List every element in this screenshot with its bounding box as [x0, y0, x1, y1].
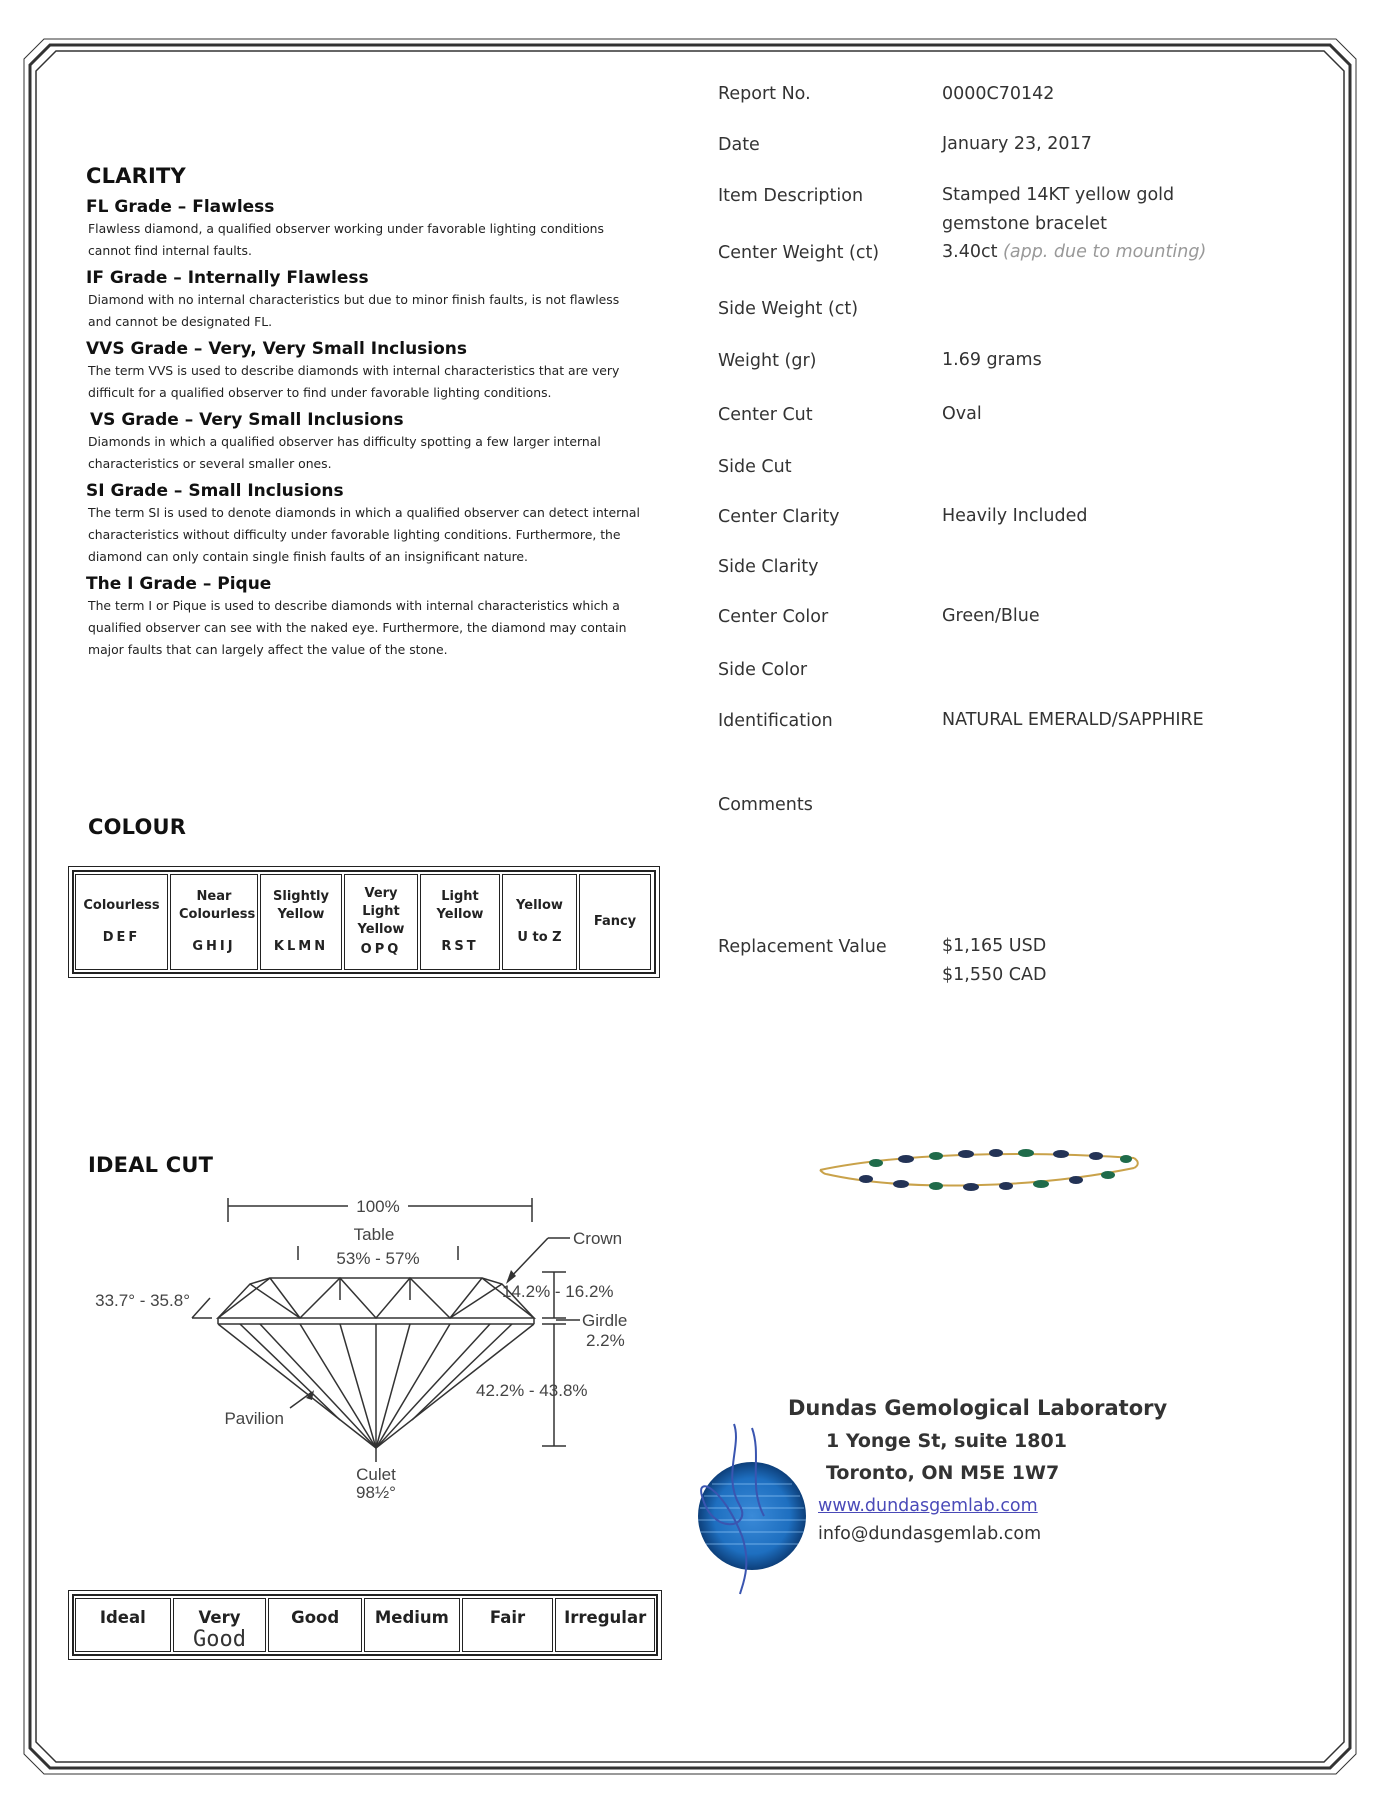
- lab-website-link[interactable]: www.dundasgemlab.com: [818, 1496, 1038, 1516]
- crown-height: 14.2% - 16.2%: [502, 1282, 614, 1301]
- item-description-line1: Stamped 14KT yellow gold: [942, 185, 1175, 205]
- colour-cell: [170, 874, 258, 970]
- cut-grade-label: Medium: [374, 1608, 449, 1627]
- grade-title: The I Grade – Pique: [86, 574, 272, 594]
- table-label: Table: [353, 1225, 395, 1244]
- colour-cell-code: KLMN: [273, 939, 329, 954]
- grade-title: IF Grade – Internally Flawless: [86, 268, 369, 288]
- diameter-label: 100%: [356, 1197, 400, 1216]
- weight-value: 1.69 grams: [942, 350, 1042, 370]
- grade-fl: [86, 196, 646, 262]
- grade-title: VS Grade – Very Small Inclusions: [90, 410, 404, 430]
- colour-cell-name: Light Yellow: [436, 889, 484, 922]
- lab-address-line2: Toronto, ON M5E 1W7: [826, 1462, 1060, 1484]
- colour-cell-code: U to Z: [517, 930, 562, 945]
- item-description-line2: gemstone bracelet: [942, 214, 1107, 234]
- lab-address-line1: 1 Yonge St, suite 1801: [826, 1430, 1067, 1452]
- grade-title: VVS Grade – Very, Very Small Inclusions: [86, 339, 468, 359]
- cut-grade-label: Fair: [489, 1608, 526, 1627]
- hologram-disc: [698, 1462, 806, 1570]
- comments-label: Comments: [718, 795, 813, 815]
- cut-grade-scale: [72, 1594, 658, 1656]
- side-cut-label: Side Cut: [718, 457, 792, 477]
- center-weight-value: [942, 238, 1206, 267]
- grade-desc: Diamonds in which a qualified observer has difficulty spotting a few larger internal characteristics or several smaller ones.: [88, 434, 601, 471]
- side-color-label: Side Color: [718, 660, 808, 680]
- center-clarity-value: Heavily Included: [942, 506, 1088, 526]
- identification-label: Identification: [718, 711, 833, 731]
- table-range: 53% - 57%: [336, 1249, 420, 1268]
- grade-desc: The term I or Pique is used to describe diamonds with internal characteristics which a qualified observer can see with the naked eye. Furthermore, the diamond may contain major faults that can largely affect the value of the stone.: [88, 598, 627, 657]
- item-description-label: Item Description: [718, 186, 864, 206]
- side-weight-label: Side Weight (ct): [718, 299, 859, 319]
- center-clarity-label: Center Clarity: [718, 507, 840, 527]
- grade-i: [86, 573, 646, 661]
- colour-cell: [260, 874, 342, 970]
- cut-grade-label: Good: [291, 1608, 340, 1627]
- grade-desc: Diamond with no internal characteristics but due to minor finish faults, is not flawless and cannot be designated FL.: [88, 292, 620, 329]
- report-no-value: 0000C70142: [942, 84, 1055, 104]
- grade-desc: Flawless diamond, a qualified observer working under favorable lighting conditions cannot find internal faults.: [88, 221, 604, 258]
- colour-cell-code: DEF: [102, 930, 141, 945]
- pavilion-depth: 42.2% - 43.8%: [476, 1381, 588, 1400]
- colour-cell: [344, 874, 418, 970]
- crown-angle: 33.7° - 35.8°: [95, 1291, 190, 1310]
- grade-vvs: [86, 338, 646, 404]
- colour-cell: [420, 874, 500, 970]
- replacement-value: [942, 932, 1046, 990]
- cut-grade-handwritten-mark: Good: [193, 1627, 246, 1652]
- identification-value: NATURAL EMERALD/SAPPHIRE: [942, 710, 1204, 730]
- grade-title: FL Grade – Flawless: [86, 197, 275, 217]
- colour-cell-name: Colourless: [83, 898, 160, 913]
- colour-cell-code: GHIJ: [192, 939, 236, 954]
- grade-si: [86, 480, 646, 568]
- colour-cell-name: Fancy: [593, 914, 637, 929]
- replacement-value-usd: $1,165 USD: [942, 936, 1047, 956]
- hologram-seal: [682, 1416, 832, 1596]
- colour-cell-code: OPQ: [360, 942, 402, 957]
- bracelet-photo: [816, 1146, 1146, 1202]
- colour-title: COLOUR: [88, 815, 187, 839]
- ideal-cut-title: IDEAL CUT: [88, 1153, 214, 1177]
- culet-value: 98½°: [356, 1483, 396, 1500]
- diamond-proportions-diagram: [90, 1180, 650, 1500]
- center-weight-amount: 3.40ct: [942, 242, 998, 262]
- date-label: Date: [718, 135, 760, 155]
- replacement-value-cad: $1,550 CAD: [942, 965, 1047, 985]
- colour-cell-name: Slightly Yellow: [273, 889, 329, 922]
- colour-cell: [75, 874, 168, 970]
- side-clarity-label: Side Clarity: [718, 557, 819, 577]
- colour-cell-name: Near Colourless: [179, 889, 256, 922]
- grade-desc: The term SI is used to denote diamonds in which a qualified observer can detect internal characteristics without difficulty under favorable lighting conditions. Furthermore, the diamond can only contain single finish faults of an insignificant nature.: [88, 505, 640, 564]
- report-no-label: Report No.: [718, 84, 811, 104]
- cut-grade-cell: [173, 1598, 267, 1652]
- lab-name: Dundas Gemological Laboratory: [788, 1396, 1168, 1420]
- cut-grade-label: Irregular: [564, 1608, 647, 1627]
- weight-label: Weight (gr): [718, 351, 817, 371]
- center-weight-note: (app. due to mounting): [1003, 242, 1207, 262]
- cut-grade-cell: [555, 1598, 655, 1652]
- crown-label: Crown: [573, 1229, 623, 1248]
- clarity-title: CLARITY: [86, 164, 186, 188]
- girdle-value: 2.2%: [586, 1331, 625, 1350]
- colour-scale: [72, 870, 656, 974]
- cut-grade-cell: [462, 1598, 554, 1652]
- cut-grade-cell: [268, 1598, 362, 1652]
- pavilion-label: Pavilion: [224, 1409, 284, 1428]
- cut-grade-label: Ideal: [99, 1608, 146, 1627]
- center-color-value: Green/Blue: [942, 606, 1040, 626]
- colour-cell-name: Yellow: [516, 898, 563, 913]
- lab-email: info@dundasgemlab.com: [818, 1524, 1042, 1544]
- colour-cell-name: Very Light Yellow: [357, 886, 405, 937]
- date-value: January 23, 2017: [942, 134, 1092, 154]
- grade-vs: [86, 409, 646, 475]
- center-color-label: Center Color: [718, 607, 829, 627]
- center-cut-label: Center Cut: [718, 405, 813, 425]
- item-description-value: [942, 181, 1174, 239]
- center-cut-value: Oval: [942, 404, 982, 424]
- colour-cell: [502, 874, 577, 970]
- center-weight-label: Center Weight (ct): [718, 243, 880, 263]
- clarity-grades: [86, 196, 646, 666]
- grade-title: SI Grade – Small Inclusions: [86, 481, 344, 501]
- cut-grade-label: Very: [198, 1608, 241, 1627]
- cut-grade-cell: [75, 1598, 171, 1652]
- colour-cell-code: RST: [441, 939, 479, 954]
- replacement-value-label: Replacement Value: [718, 937, 887, 957]
- cut-grade-cell: [364, 1598, 460, 1652]
- girdle-label: Girdle: [582, 1311, 628, 1330]
- grade-desc: The term VVS is used to describe diamonds with internal characteristics that are very difficult for a qualified observer to find under favorable lighting conditions.: [88, 363, 620, 400]
- colour-cell: [579, 874, 651, 970]
- grade-if: [86, 267, 646, 333]
- culet-label: Culet: [356, 1465, 396, 1484]
